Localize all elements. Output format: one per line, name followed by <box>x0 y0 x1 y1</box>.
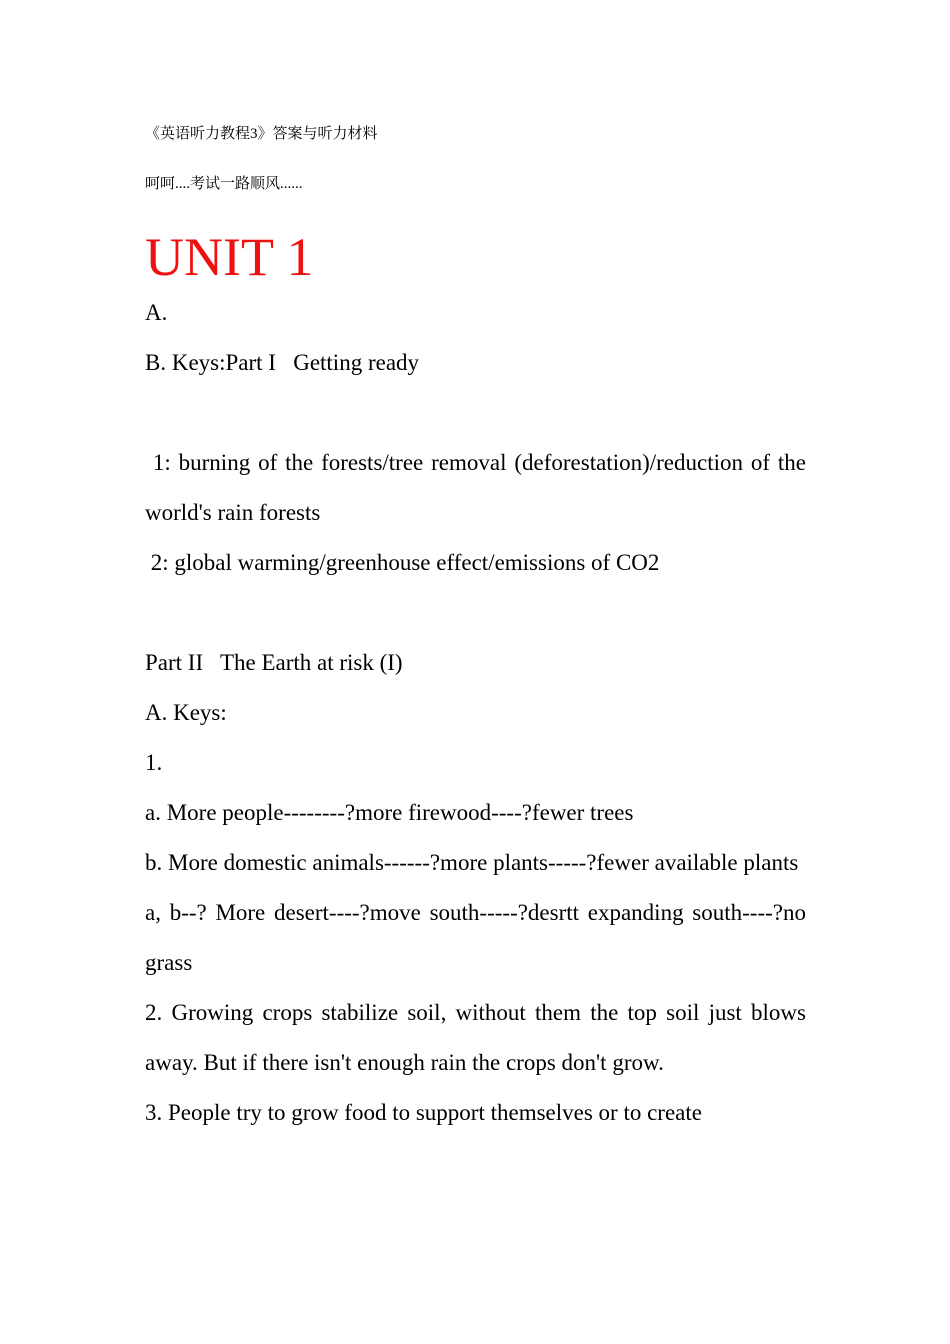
part1-heading: B. Keys:Part I Getting ready <box>145 350 420 375</box>
key-item-2: 2: global warming/greenhouse effect/emissions of CO2 <box>145 550 660 575</box>
document-title: 《英语听力教程3》答案与听力材料 <box>145 126 378 142</box>
key-item-1: 1: burning of the forests/tree removal (deforestation)/reduction of the world's rain forests <box>145 450 812 525</box>
blank-line <box>145 388 806 438</box>
item-number-1: 1. <box>145 750 163 775</box>
keys-label: A. Keys: <box>145 700 227 725</box>
answer-item-2: 2. Growing crops stabilize soil, without them the top soil just blows away. But if there isn't enough rain the crops don't grow. <box>145 1000 812 1075</box>
document-page <box>145 118 812 1138</box>
blank-line <box>145 588 806 638</box>
part2-heading: Part II The Earth at risk (I) <box>145 650 403 675</box>
answer-line-b: b. More domestic animals------?more plants-----?fewer available plants <box>145 850 799 875</box>
document-subtitle: 呵呵....考试一路顺风...... <box>145 176 303 192</box>
answer-line-a: a. More people--------?more firewood----?fewer trees <box>145 800 634 825</box>
answer-line-ab: a, b--? More desert----?move south-----?desrtt expanding south----?no grass <box>145 900 812 975</box>
answer-item-3: 3. People try to grow food to support themselves or to create <box>145 1100 702 1125</box>
section-a-label: A. <box>145 300 168 325</box>
unit-heading: UNIT 1 <box>145 227 314 287</box>
